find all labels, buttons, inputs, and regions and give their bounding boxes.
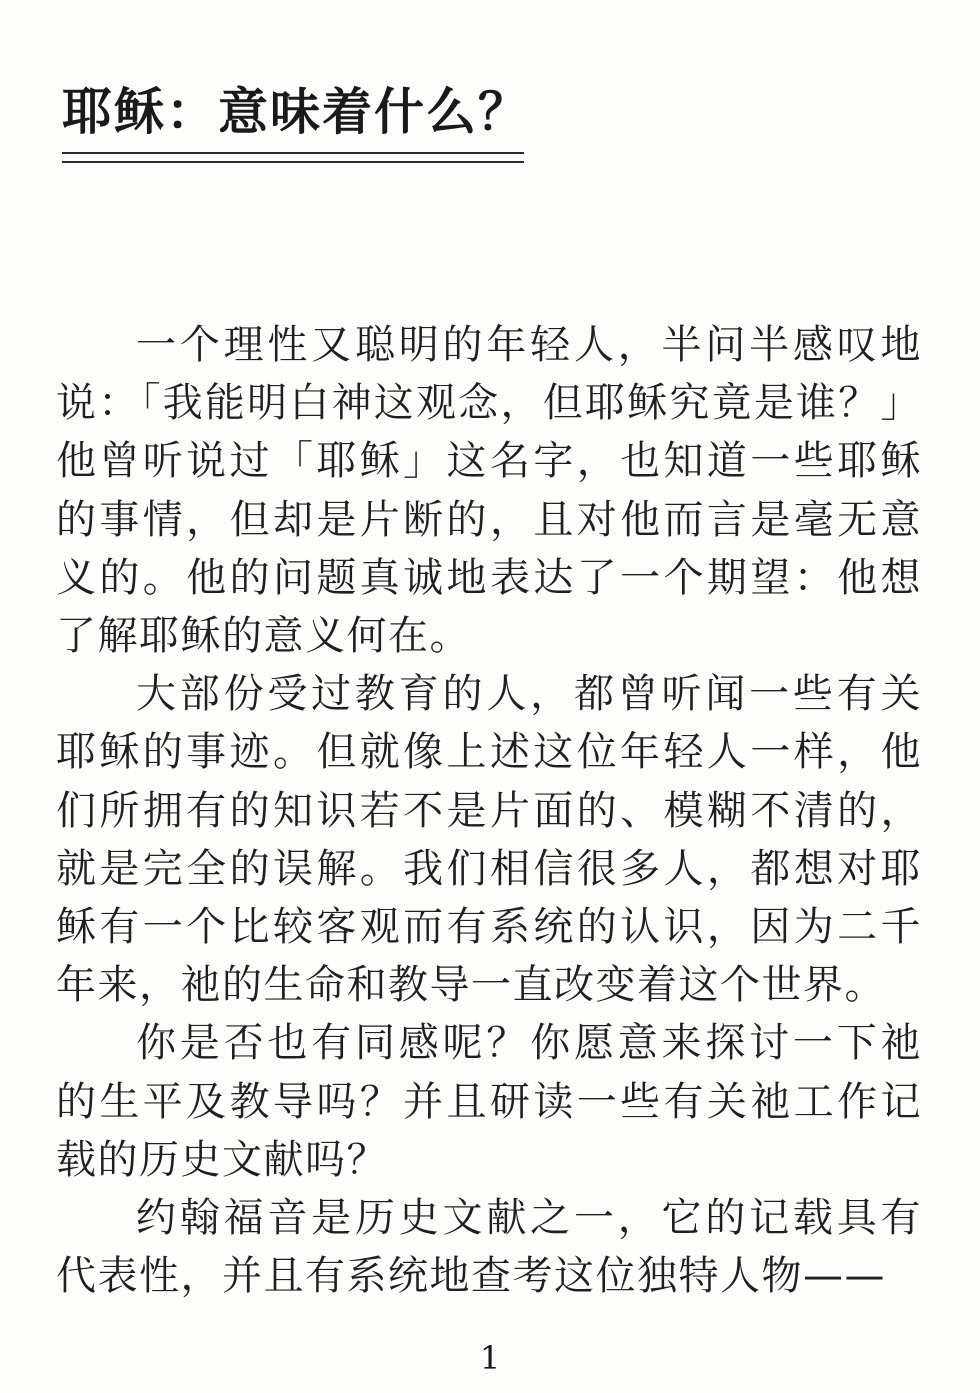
paragraph: 约翰福音是历史文献之一，它的记载具有代表性，并且有系统地查考这位独特人物—— [56, 1195, 922, 1300]
body-text [56, 316, 922, 1305]
paragraph: 你是否也有同感呢？你愿意来探讨一下祂的生平及教导吗？并且研读一些有关祂工作记载的历史文献吗？ [56, 1020, 922, 1183]
paragraph: 一个理性又聪明的年轻人，半问半感叹地说：「我能明白神这观念，但耶稣究竟是谁？」他曾听说过「耶稣」这名字，也知道一些耶稣的事情，但却是片断的，且对他而言是毫无意义的。他的问题真诚地表达了一个期望：他想了解耶稣的意义何在。 [56, 322, 922, 660]
chapter-title: 耶稣：意味着什么？ [62, 83, 530, 141]
title-underline-bottom [62, 161, 524, 163]
paragraph: 大部份受过教育的人，都曾听闻一些有关耶稣的事迹。但就像上述这位年轻人一样，他们所拥有的知识若不是片面的、模糊不清的，就是完全的误解。我们相信很多人，都想对耶稣有一个比较客观而有系统的认识，因为二千年来，祂的生命和教导一直改变着这个世界。 [56, 671, 922, 1009]
title-underline-top [62, 152, 524, 154]
page-number: 1 [479, 1339, 501, 1377]
